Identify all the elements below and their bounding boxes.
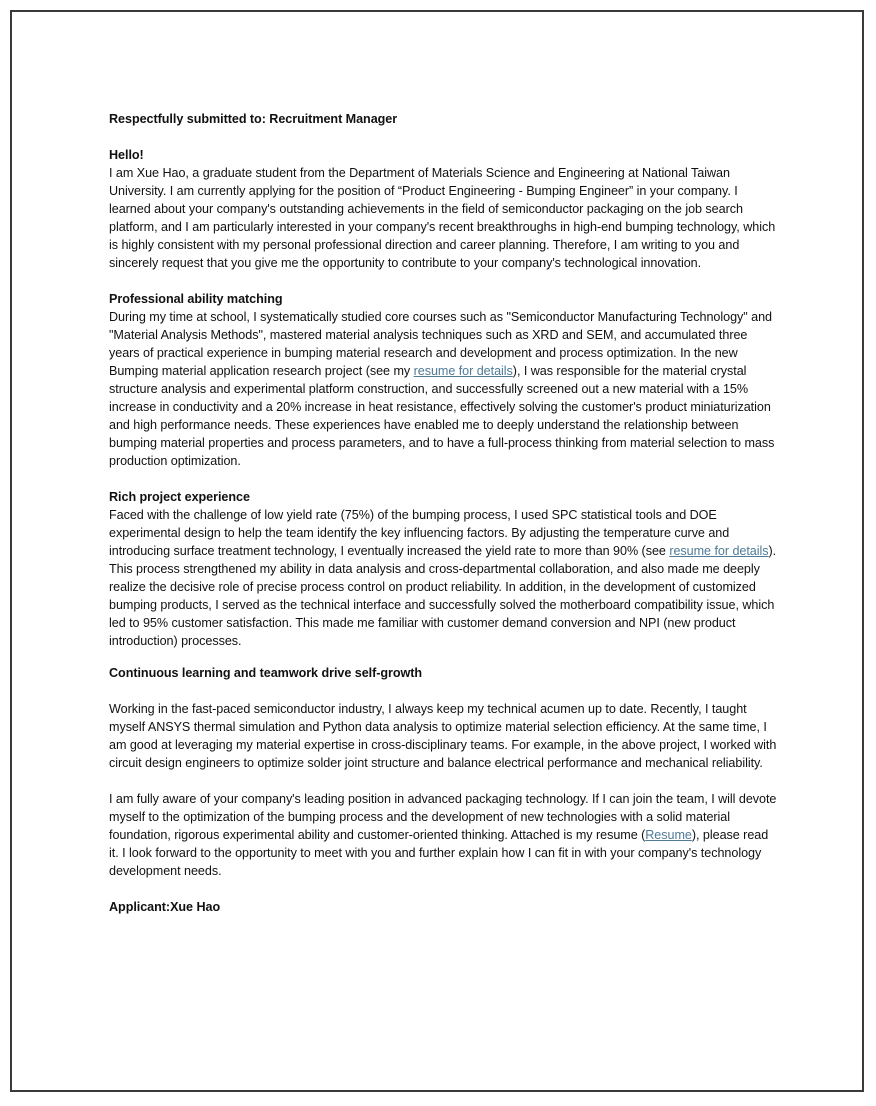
document-page (10, 10, 864, 1092)
professional-ability-paragraph (109, 308, 781, 470)
intro-paragraph: I am Xue Hao, a graduate student from the Department of Materials Science and Engineering at National Taiwan University. I am currently applying for the position of “Product Engineering - Bumping Engineer” in your company. I learned about your company's outstanding achievements in the field of semiconductor packaging on the job search platform, and I am particularly interested in your company's recent breakthroughs in high-end bumping technology, which is highly consistent with my personal professional direction and career planning. Therefore, I am writing to you and sincerely request that you give me the opportunity to contribute to your company's technological innovation. (109, 166, 776, 270)
closing-paragraph (109, 790, 781, 880)
paragraph-text: I am fully aware of your company's leading position in advanced packaging technology. If I can join the team, I will devote myself to the optimization of the bumping process and the development of new technologies with a solid material foundation, rigorous experimental ability and customer-oriented thinking. Attached is my resume ( (109, 792, 777, 842)
paragraph-text: ). This process strengthened my ability in data analysis and cross-departmental collaboration, and also made me deeply realize the decisive role of precise process control on product reliability. In addition, in the development of customized bumping products, I served as the technical interface and successfully solved the motherboard compatibility issue, which led to 95% customer satisfaction. This made me familiar with customer demand conversion and NPI (new product introduction) processes. (109, 544, 777, 648)
paragraph-text: ), I was responsible for the material crystal structure analysis and experimental platform construction, and successfully screened out a new material with a 15% increase in conductivity and a 20% increase in heat resistance, effectively solving the customer's product miniaturization and high performance needs. These experiences have enabled me to deeply understand the relationship between bumping material properties and process parameters, and to have a full-process thinking from material selection to mass production optimization. (109, 364, 775, 468)
section-heading-professional-ability: Professional ability matching (109, 292, 283, 306)
section-heading-continuous-learning: Continuous learning and teamwork drive self-growth (109, 666, 423, 680)
resume-details-link[interactable]: resume for details (413, 364, 513, 378)
signature-line: Applicant:Xue Hao (109, 900, 221, 914)
greeting: Hello! (109, 148, 144, 162)
paragraph-text: ), please read it. I look forward to the opportunity to meet with you and further explain how I can fit in with your company's technology development needs. (109, 828, 769, 878)
project-experience-paragraph (109, 506, 781, 650)
paragraph-text: Faced with the challenge of low yield rate (75%) of the bumping process, I used SPC statistical tools and DOE experimental design to help the team identify the key influencing factors. By adjusting the temperature curve and introducing surface treatment technology, I eventually increased the yield rate to more than 90% (see (109, 508, 730, 558)
resume-link[interactable]: Resume (645, 828, 692, 842)
section-heading-project-experience: Rich project experience (109, 490, 250, 504)
paragraph-text: During my time at school, I systematically studied core courses such as "Semiconductor Manufacturing Technology" and "Material Analysis Methods", mastered material analysis techniques such as XRD and SEM, and accumulated three years of practical experience in bumping material research and development and process optimization. In the new Bumping material application research project (see my (109, 310, 772, 378)
resume-details-link[interactable]: resume for details (669, 544, 769, 558)
continuous-learning-paragraph: Working in the fast-paced semiconductor industry, I always keep my technical acumen up to date. Recently, I taught myself ANSYS thermal simulation and Python data analysis to optimize material selection efficiency. At the same time, I am good at leveraging my material expertise in cross-disciplinary teams. For example, in the above project, I worked with circuit design engineers to optimize solder joint structure and balance electrical performance and mechanical reliability. (109, 702, 777, 770)
cover-letter-body (109, 110, 781, 916)
addressee-line: Respectfully submitted to: Recruitment Manager (109, 112, 398, 126)
